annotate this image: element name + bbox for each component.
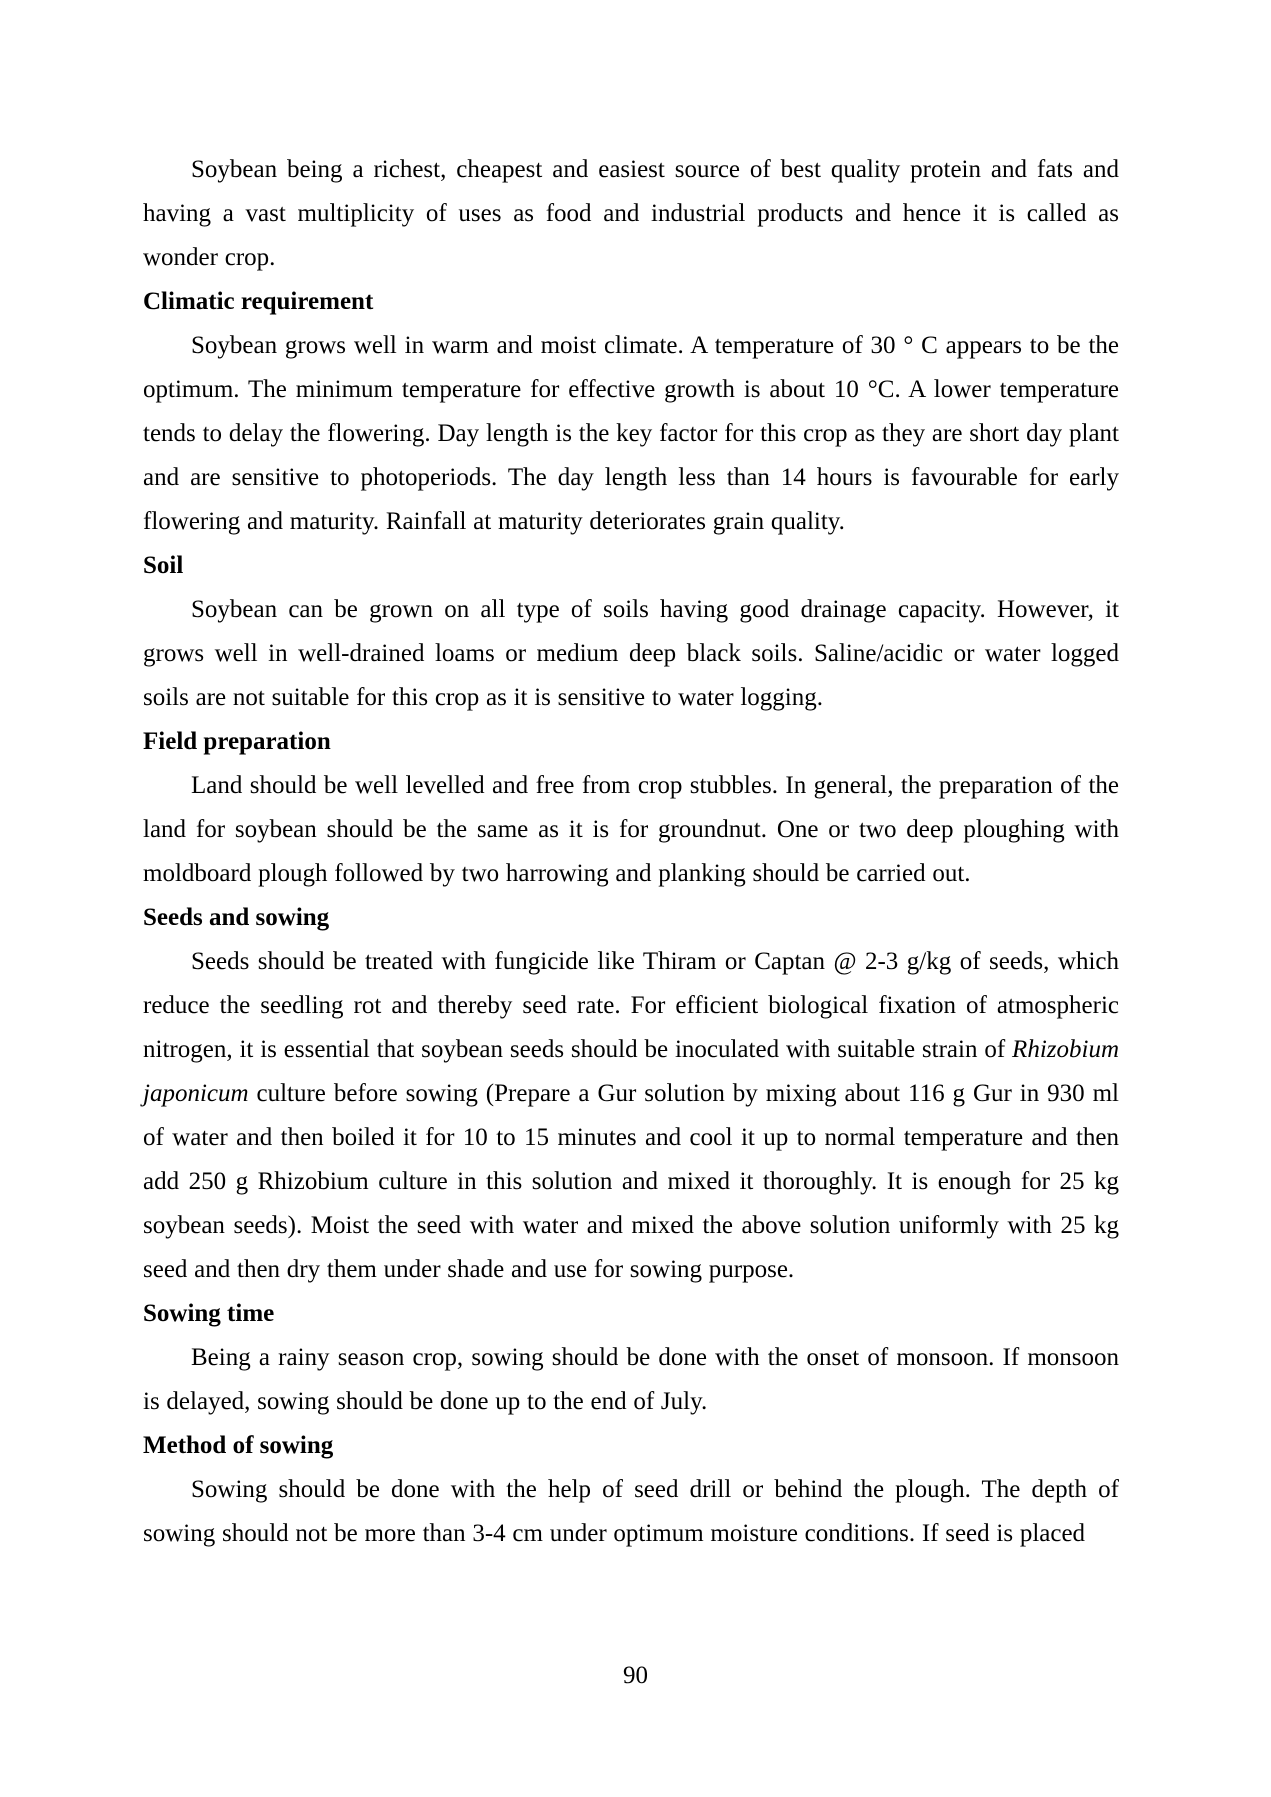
section-paragraph-seeds-and-sowing: [143, 940, 1119, 1292]
section-heading-sowing-time: Sowing time: [143, 1300, 275, 1327]
section-heading-field-preparation: Field preparation: [143, 728, 331, 755]
section-heading-climatic-requirement: Climatic requirement: [143, 288, 374, 315]
species-name-italic: Rhizobium japonicum: [143, 1036, 1119, 1107]
section-paragraph-soil: Soybean can be grown on all type of soils having good drainage capacity. However, it grows well in well-drained loams or medium deep black soils. Saline/acidic or water logged soils are not suitable for this crop as it is sensitive to water logging.: [143, 596, 1119, 711]
section-paragraph-method-of-sowing: Sowing should be done with the help of seed drill or behind the plough. The depth of sowing should not be more than 3-4 cm under optimum moisture conditions. If seed is placed: [143, 1476, 1119, 1547]
document-body: [143, 148, 1119, 1556]
page-number: 90: [623, 1662, 648, 1689]
section-heading-method-of-sowing: Method of sowing: [143, 1432, 334, 1459]
text-segment: Seeds should be treated with fungicide like Thiram or Captan @ 2-3 g/kg of seeds, which reduce the seedling rot and thereby seed rate. For efficient biological fixation of atmospheric nitrogen, it is essential that soybean seeds should be inoculated with suitable strain of: [143, 948, 1119, 1063]
text-segment: culture before sowing (Prepare a Gur solution by mixing about 116 g Gur in 930 ml of water and then boiled it for 10 to 15 minutes and cool it up to normal temperature and then add 250 g Rhizobium culture in this solution and mixed it thoroughly. It is enough for 25 kg soybean seeds). Moist the seed with water and mixed the above solution uniformly with 25 kg seed and then dry them under shade and use for sowing purpose.: [143, 1080, 1119, 1283]
section-heading-soil: Soil: [143, 552, 184, 579]
intro-paragraph: Soybean being a richest, cheapest and easiest source of best quality protein and fats and having a vast multiplicity of uses as food and industrial products and hence it is called as wonder crop.: [143, 156, 1119, 271]
section-paragraph-climatic-requirement: Soybean grows well in warm and moist climate. A temperature of 30 ° C appears to be the optimum. The minimum temperature for effective growth is about 10 °C. A lower temperature tends to delay the flowering. Day length is the key factor for this crop as they are short day plant and are sensitive to photoperiods. The day length less than 14 hours is favourable for early flowering and maturity. Rainfall at maturity deteriorates grain quality.: [143, 332, 1119, 535]
section-paragraph-sowing-time: Being a rainy season crop, sowing should be done with the onset of monsoon. If monsoon is delayed, sowing should be done up to the end of July.: [143, 1344, 1119, 1415]
section-paragraph-field-preparation: Land should be well levelled and free from crop stubbles. In general, the preparation of the land for soybean should be the same as it is for groundnut. One or two deep ploughing with moldboard plough followed by two harrowing and planking should be carried out.: [143, 772, 1119, 887]
section-heading-seeds-and-sowing: Seeds and sowing: [143, 904, 330, 931]
